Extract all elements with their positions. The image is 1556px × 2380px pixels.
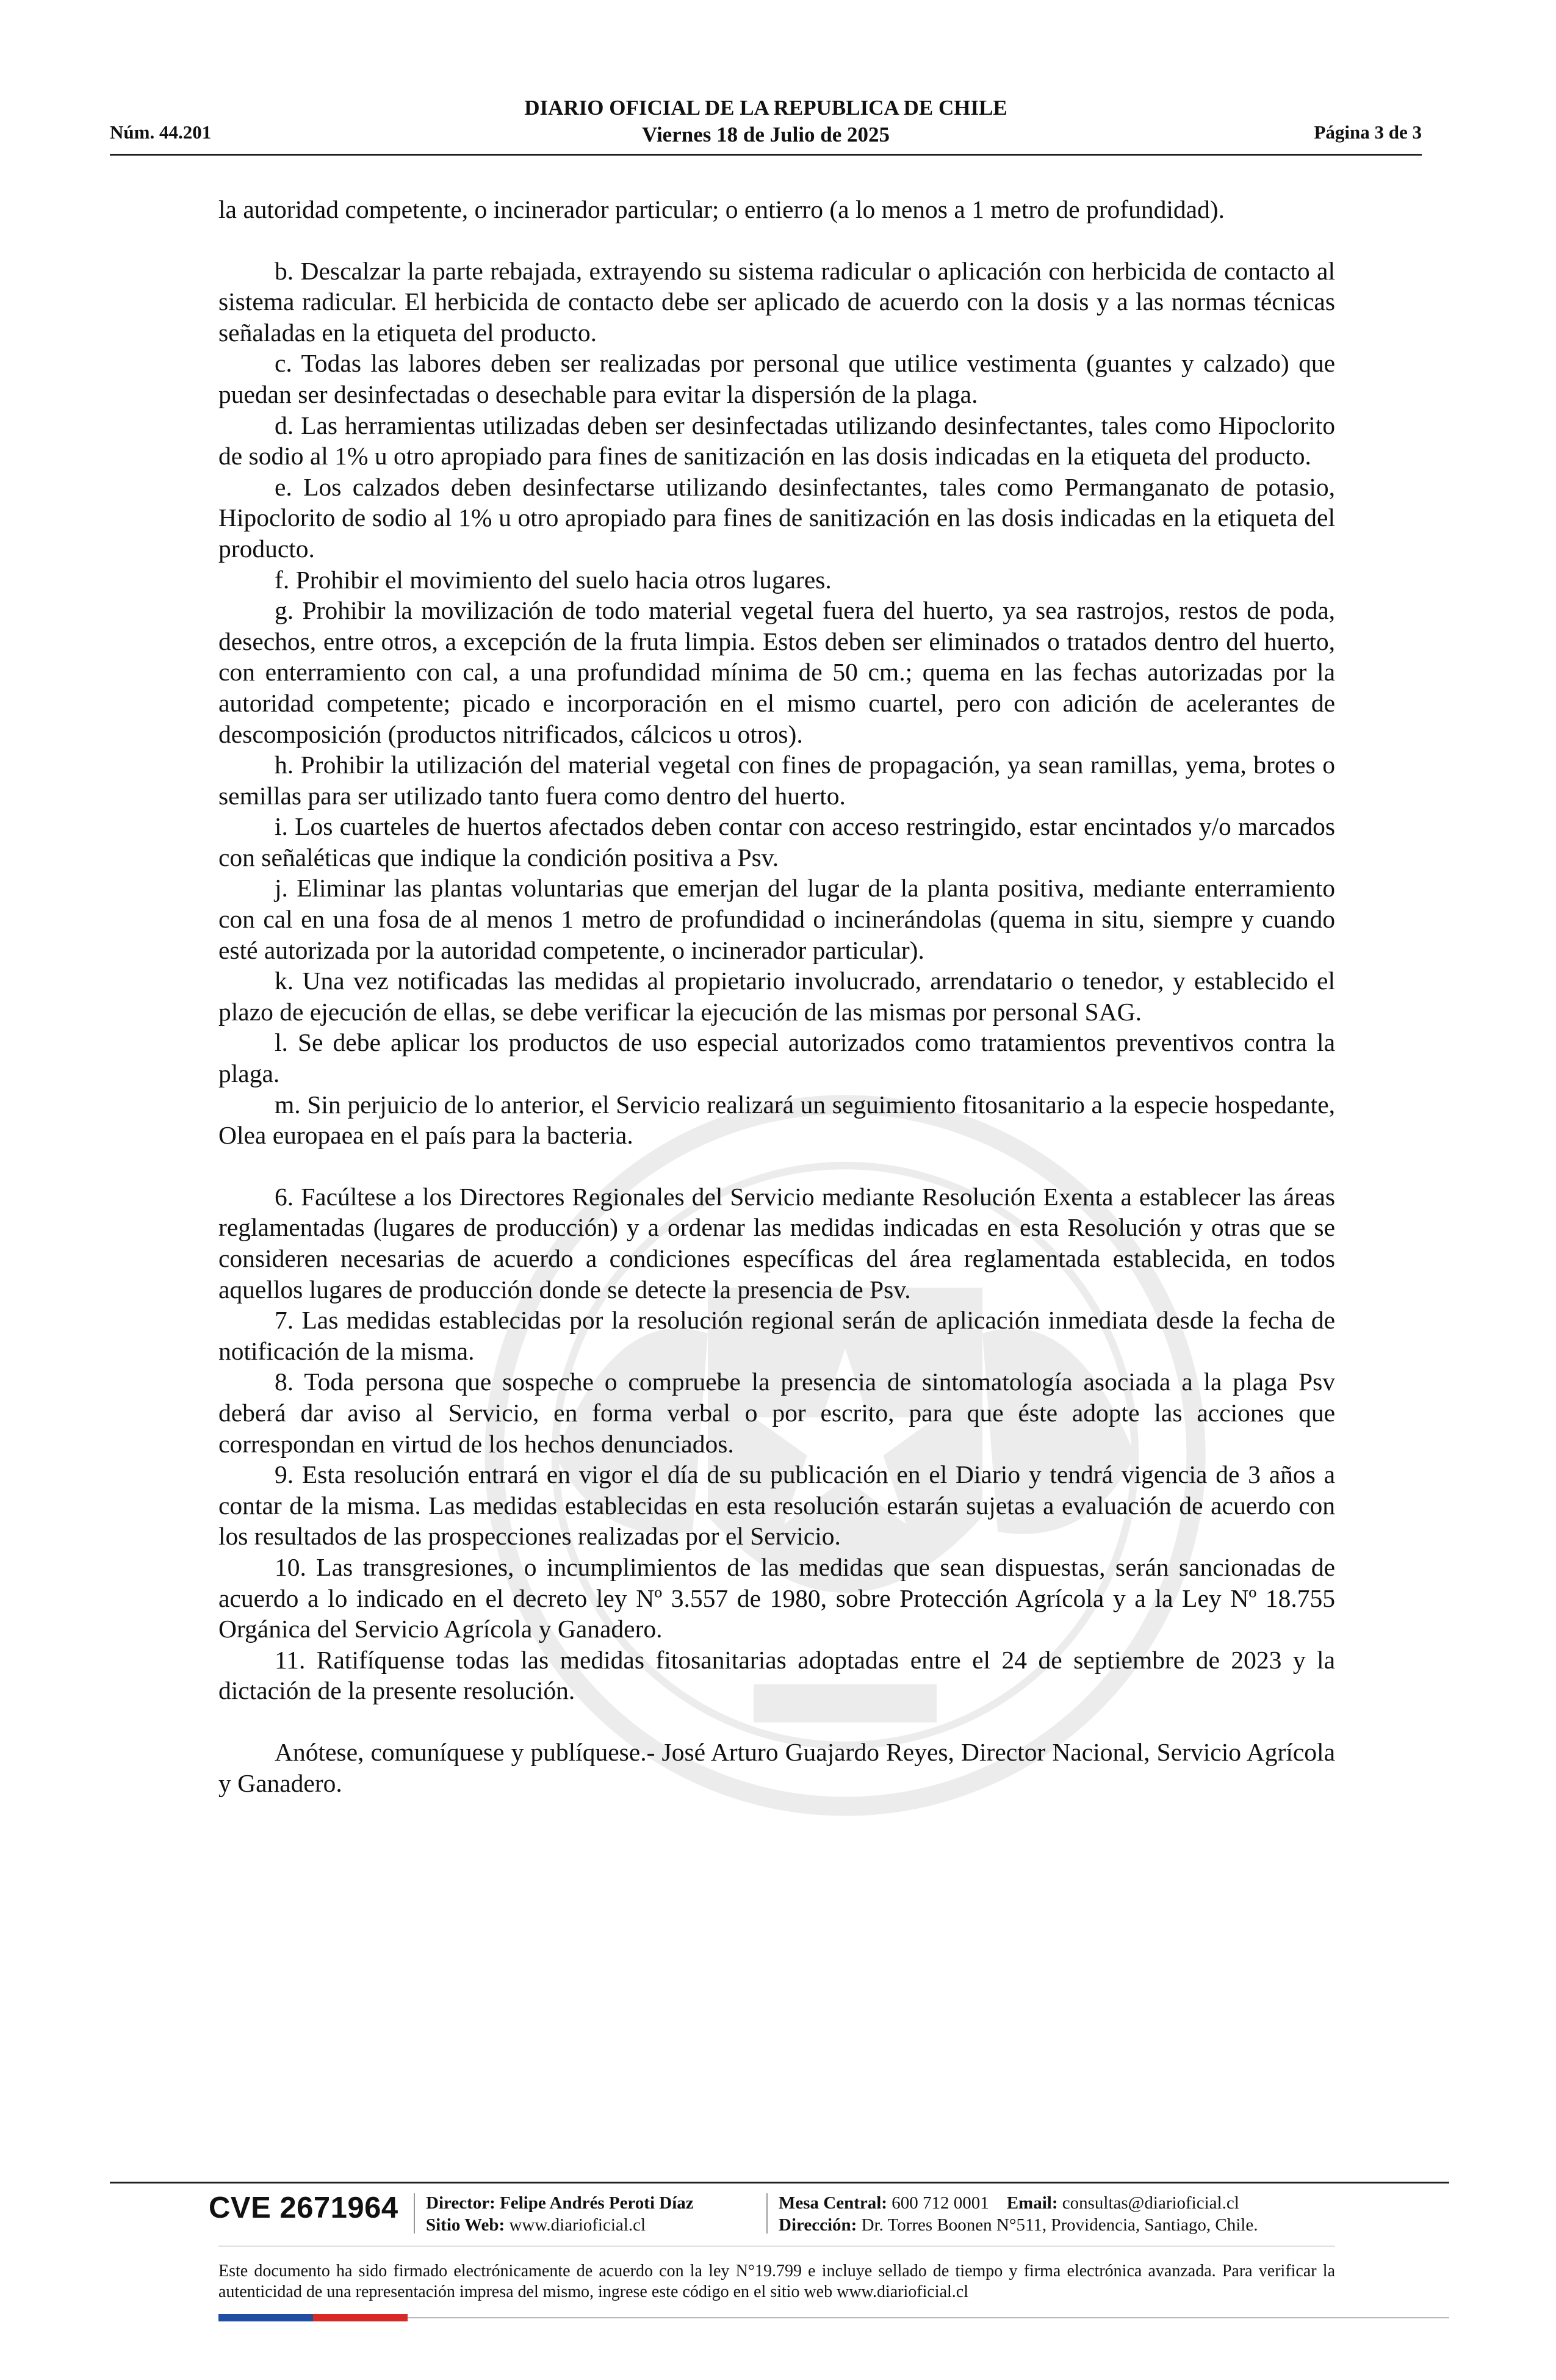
paragraph-k: k. Una vez notificadas las medidas al propietario involucrado, arrendatario o tenedor, y establecido el plazo de ejecución de ellas, se debe verificar la ejecución de las mismas por personal SAG. [218, 967, 1335, 1026]
site-label: Sitio Web: [426, 2215, 505, 2235]
paragraph-c: c. Todas las labores deben ser realizadas por personal que utilice vestimenta (guantes y calzado) que puedan ser desinfectadas o desechable para evitar la dispersión de la plaga. [218, 349, 1335, 408]
document-body [218, 194, 1335, 1798]
flag-stripe [218, 2314, 408, 2321]
footer-separator [414, 2193, 415, 2234]
flag-red-bar [313, 2314, 408, 2321]
footer-director-block [426, 2192, 694, 2236]
cve-code: CVE 2671964 [209, 2191, 398, 2224]
paragraph-i: i. Los cuarteles de huertos afectados deben contar con acceso restringido, estar encintados y/o marcados con señaléticas que indique la condición positiva a Psv. [218, 812, 1335, 871]
paragraph-l: l. Se debe aplicar los productos de uso especial autorizados como tratamientos preventivos contra la plaga. [218, 1028, 1335, 1088]
article-8: 8. Toda persona que sospeche o compruebe la presencia de sintomatología asociada a la plaga Psv deberá dar aviso al Servicio, en forma verbal o por escrito, para que éste adopte las acciones que correspondan en virtud de los hechos denunciados. [218, 1368, 1335, 1458]
footer-contact-block [779, 2192, 1258, 2236]
footer-separator [766, 2193, 768, 2234]
paragraph-m: m. Sin perjuicio de lo anterior, el Servicio realizará un seguimiento fitosanitario a la especie hospedante, Olea europaea en el país para la bacteria. [218, 1090, 1335, 1150]
director-name: Felipe Andrés Peroti Díaz [500, 2193, 694, 2213]
paragraph-g: g. Prohibir la movilización de todo material vegetal fuera del huerto, ya sea rastrojos, restos de poda, desechos, entre otros, a excepción de la fruta limpia. Estos deben ser eliminados o tratados dentro del huerto, con enterramiento con cal, a una profundidad mínima de 50 cm.; quema en las fechas autorizadas por la autoridad competente; picado e incorporación en el mismo cuartel, pero con adición de acelerantes de descomposición (productos nitrificados, cálcicos u otros). [218, 596, 1335, 748]
article-11: 11. Ratifíquense todas las medidas fitosanitarias adoptadas entre el 24 de septiembre de 2023 y la dictación de la presente resolución. [218, 1645, 1335, 1705]
electronic-signature-note: Este documento ha sido firmado electrónicamente de acuerdo con la ley N°19.799 e incluye sellado de tiempo y firma electrónica avanzada. Para verificar la autenticidad de una representación impresa del mismo, ingrese este código en el sitio web www.diarioficial.cl [218, 2262, 1335, 2301]
site-link[interactable]: www.diarioficial.cl [509, 2215, 646, 2235]
article-7: 7. Las medidas establecidas por la resolución regional serán de aplicación inmediata desde la fecha de notificación de la misma. [218, 1306, 1335, 1365]
paragraph-b: b. Descalzar la parte rebajada, extrayendo su sistema radicular o aplicación con herbicida de contacto al sistema radicular. El herbicida de contacto debe ser aplicado de acuerdo con la dosis y a las normas técnicas señaladas en la etiqueta del producto. [218, 256, 1335, 347]
page-header [110, 95, 1422, 150]
paragraph-d: d. Las herramientas utilizadas deben ser desinfectadas utilizando desinfectantes, tales como Hipoclorito de sodio al 1% u otro apropiado para fines de sanitización en las dosis indicadas en la etiqueta del producto. [218, 411, 1335, 471]
footer-bottom-rule [408, 2317, 1449, 2318]
email-label: Email: [1006, 2193, 1058, 2213]
page-number: Página 3 de 3 [1314, 121, 1422, 143]
issue-number: Núm. 44.201 [110, 121, 212, 143]
footer-divider [110, 2182, 1449, 2183]
article-6: 6. Facúltese a los Directores Regionales del Servicio mediante Resolución Exenta a establecer las áreas reglamentadas (lugares de producción) y a ordenar las medidas indicadas en esta Resolución y otras que se consideren necesarias de acuerdo a condiciones específicas del área reglamentada establecida, en todos aquellos lugares de producción donde se detecte la presencia de Psv. [218, 1182, 1335, 1304]
closing-signature: Anótese, comuníquese y publíquese.- José Arturo Guajardo Reyes, Director Nacional, Servicio Agrícola y Ganadero. [218, 1737, 1335, 1797]
address-label: Dirección: [779, 2215, 857, 2235]
flag-blue-bar [218, 2314, 313, 2321]
paragraph-f: f. Prohibir el movimiento del suelo hacia otros lugares. [275, 565, 832, 594]
paragraph-h: h. Prohibir la utilización del material vegetal con fines de propagación, ya sean ramillas, yema, brotes o semillas para ser utilizado tanto fuera como dentro del huerto. [218, 751, 1335, 810]
paragraph-j: j. Eliminar las plantas voluntarias que emerjan del lugar de la planta positiva, mediante enterramiento con cal en una fosa de al menos 1 metro de profundidad o incinerándolas (quema in situ, siempre y cuando esté autorizada por la autoridad competente, o incinerador particular). [218, 874, 1335, 964]
article-9: 9. Esta resolución entrará en vigor el día de su publicación en el Diario y tendrá vigencia de 3 años a contar de la misma. Las medidas establecidas en esta resolución estarán sujetas a evaluación de acuerdo con los resultados de las prospecciones realizadas por el Servicio. [218, 1460, 1335, 1551]
paragraph-continued: la autoridad competente, o incinerador particular; o entierro (a lo menos a 1 metro de profundidad). [218, 195, 1225, 223]
article-10: 10. Las transgresiones, o incumplimientos de las medidas que sean dispuestas, serán sancionadas de acuerdo a lo indicado en el decreto ley Nº 3.557 de 1980, sobre Protección Agrícola y a la Ley Nº 18.755 Orgánica del Servicio Agrícola y Ganadero. [218, 1552, 1335, 1643]
paragraph-e: e. Los calzados deben desinfectarse utilizando desinfectantes, tales como Permanganato de potasio, Hipoclorito de sodio al 1% u otro apropiado para fines de sanitización en las dosis indicadas en la etiqueta del producto. [218, 472, 1335, 563]
phone-value: 600 712 0001 [891, 2193, 989, 2213]
header-divider [110, 154, 1422, 156]
director-label: Director: [426, 2193, 495, 2213]
email-link[interactable]: consultas@diarioficial.cl [1062, 2193, 1239, 2213]
publication-date: Viernes 18 de Julio de 2025 [641, 123, 890, 146]
publication-masthead [110, 95, 1422, 148]
address-value: Dr. Torres Boonen N°511, Providencia, Santiago, Chile. [861, 2215, 1258, 2235]
phone-label: Mesa Central: [779, 2193, 887, 2213]
publication-title: DIARIO OFICIAL DE LA REPUBLICA DE CHILE [524, 96, 1007, 120]
